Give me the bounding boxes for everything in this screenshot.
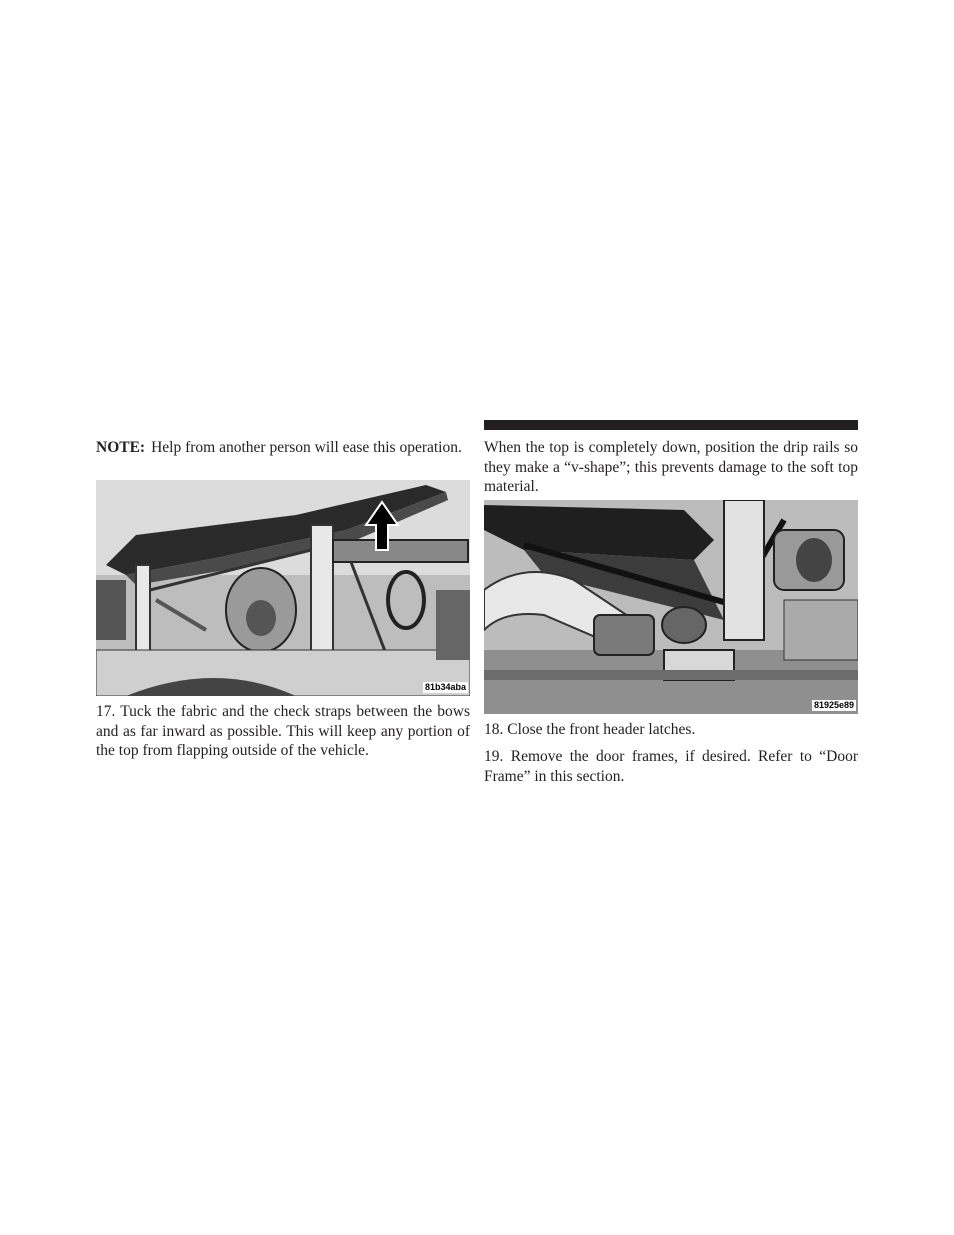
step-19-paragraph: [484, 747, 858, 786]
drip-rail-illustration: [484, 500, 858, 714]
section-header-bar: [484, 420, 858, 430]
drip-rail-paragraph: [484, 438, 858, 497]
soft-top-folding-illustration: [96, 480, 470, 696]
step-17-text: 17. Tuck the fabric and the check straps between the bows and as far inward as possible. This will keep any portion of the top from flapping outside of the vehicle.: [96, 703, 470, 759]
figure-code: 81925e89: [813, 700, 854, 710]
step-18-text: 18. Close the front header latches.: [484, 721, 696, 738]
note-paragraph: [96, 438, 470, 458]
step-19-text: 19. Remove the door frames, if desired. Refer to “Door Frame” in this section.: [484, 748, 858, 785]
note-label: NOTE:: [96, 439, 146, 456]
figure-code: 81b34aba: [424, 682, 466, 692]
note-text: Help from another person will ease this operation.: [151, 439, 462, 456]
step-18-paragraph: [484, 720, 858, 740]
drip-rail-text: When the top is completely down, position the drip rails so they make a “v-shape”; this prevents damage to the soft top material.: [484, 439, 858, 495]
step-17-paragraph: [96, 702, 470, 761]
